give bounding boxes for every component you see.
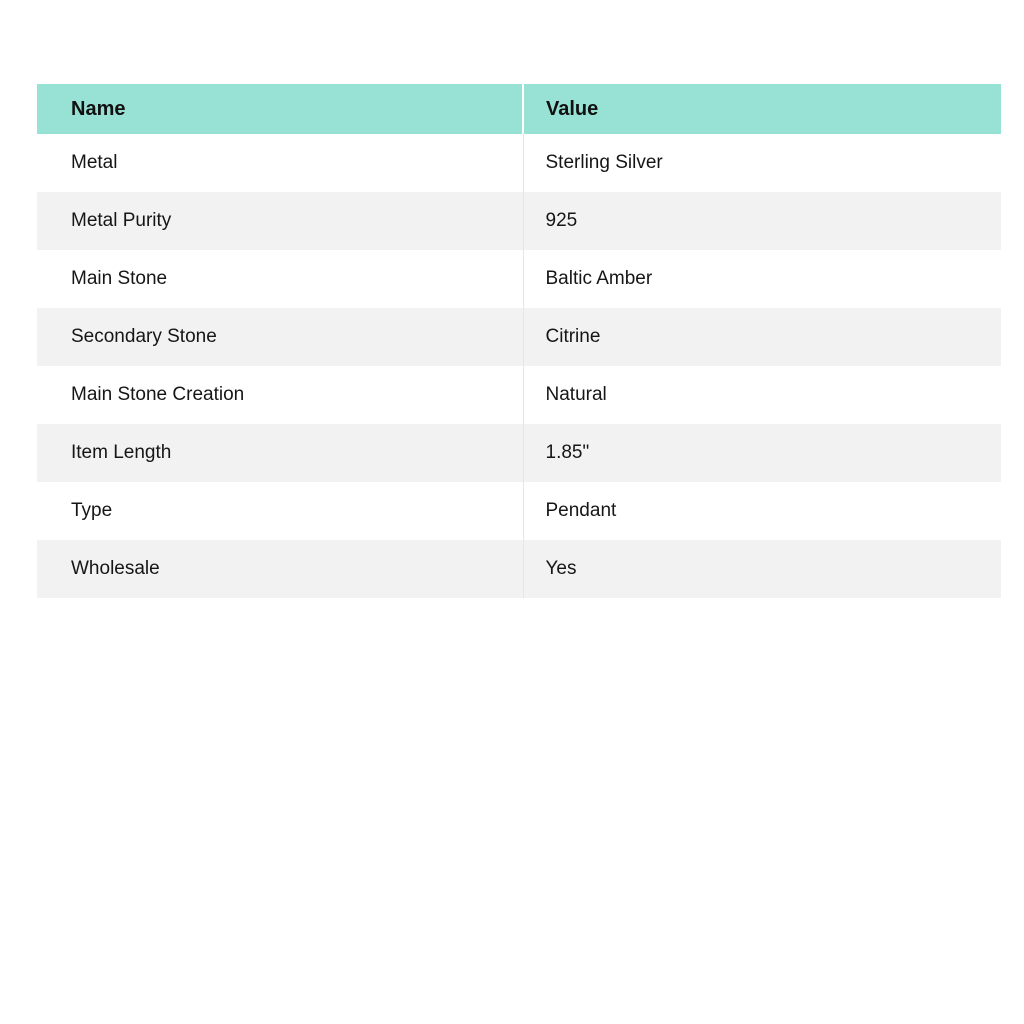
attr-value: Sterling Silver xyxy=(523,134,1001,192)
table-row xyxy=(37,424,1001,482)
table-row xyxy=(37,482,1001,540)
attr-value: Yes xyxy=(523,540,1001,598)
attr-value: Baltic Amber xyxy=(523,250,1001,308)
attr-name: Metal Purity xyxy=(37,192,523,250)
column-header-value: Value xyxy=(523,84,1001,134)
product-specs-table xyxy=(37,84,1001,598)
attributes-table xyxy=(37,84,1001,598)
attr-value: Citrine xyxy=(523,308,1001,366)
attr-name: Wholesale xyxy=(37,540,523,598)
attr-name: Type xyxy=(37,482,523,540)
table-row xyxy=(37,134,1001,192)
attr-name: Metal xyxy=(37,134,523,192)
table-header-row xyxy=(37,84,1001,134)
attr-value: Pendant xyxy=(523,482,1001,540)
column-header-name: Name xyxy=(37,84,523,134)
table-row xyxy=(37,308,1001,366)
table-row xyxy=(37,540,1001,598)
attr-name: Main Stone xyxy=(37,250,523,308)
table-row xyxy=(37,192,1001,250)
attr-name: Main Stone Creation xyxy=(37,366,523,424)
attr-value: 1.85" xyxy=(523,424,1001,482)
table-row xyxy=(37,250,1001,308)
attr-name: Secondary Stone xyxy=(37,308,523,366)
attr-value: 925 xyxy=(523,192,1001,250)
attr-name: Item Length xyxy=(37,424,523,482)
attr-value: Natural xyxy=(523,366,1001,424)
table-row xyxy=(37,366,1001,424)
